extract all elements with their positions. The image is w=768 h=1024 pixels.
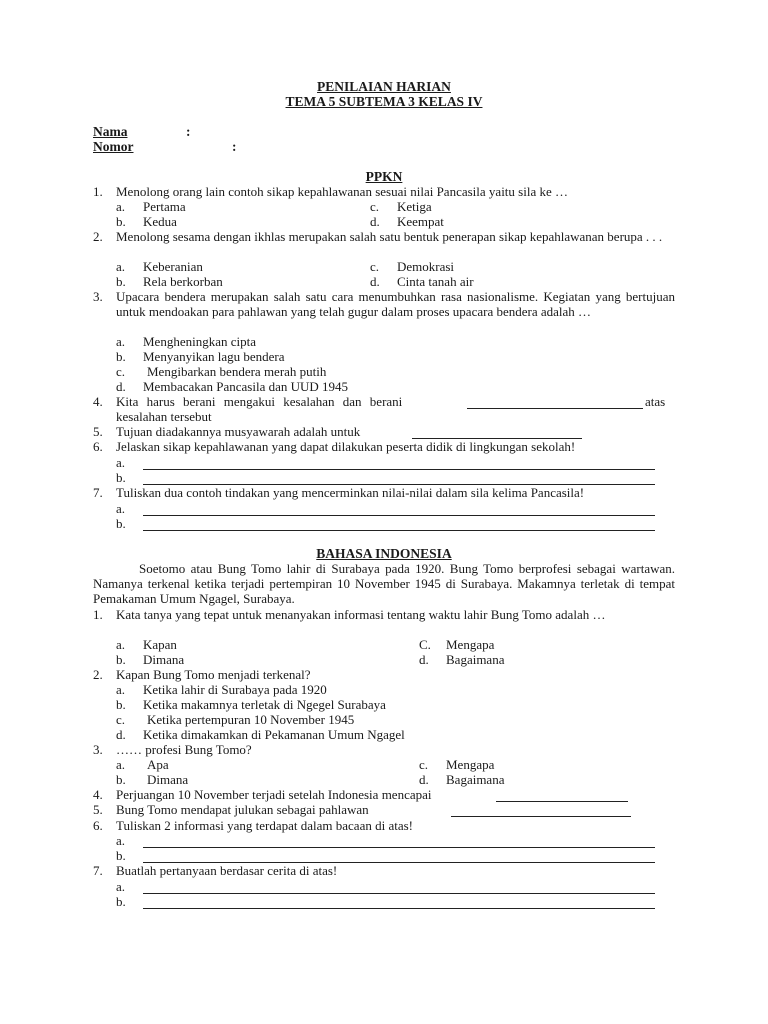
reading-passage: Soetomo atau Bung Tomo lahir di Surabaya pada 1920. Bung Tomo berprofesi sebagai wartawan. Namanya terkenal ketika terjadi pertempiran 10 November 1945 di Surabaya. Makamnya terletak di tempat Pemakaman Umum Ngagel, Surabaya. xyxy=(93,561,675,606)
answer-line-a[interactable] xyxy=(143,469,655,470)
question-text: Menolong orang lain contoh sikap kepahlawanan sesuai nilai Pancasila yaitu sila ke … xyxy=(116,184,568,199)
answer-line-a[interactable] xyxy=(143,515,655,516)
nama-row xyxy=(93,124,191,139)
question-number: 1. xyxy=(93,607,103,622)
question-text-end: atas xyxy=(645,394,666,409)
question-text: Upacara bendera merupakan salah satu cara menumbuhkan rasa nasionalisme. Kegiatan yang bertujuan untuk mendoakan para pahlawan yang telah gugur dalam proses upacara bendera adalah … xyxy=(116,289,675,319)
question-text: Menolong sesama dengan ikhlas merupakan salah satu bentuk penerapan sikap kepahlawanan berupa . . . xyxy=(116,229,663,244)
question-text: Jelaskan sikap kepahlawanan yang dapat dilakukan peserta didik di lingkungan sekolah! xyxy=(116,439,576,454)
question-number: 6. xyxy=(93,439,103,454)
page-subtitle: TEMA 5 SUBTEMA 3 KELAS IV xyxy=(285,94,483,109)
question-number: 5. xyxy=(93,424,103,439)
question-text: Tuliskan 2 informasi yang terdapat dalam bacaan di atas! xyxy=(116,818,413,833)
question-number: 5. xyxy=(93,802,103,817)
question-text: Buatlah pertanyaan berdasar cerita di atas! xyxy=(116,863,338,878)
question-text: Tujuan diadakannya musyawarah adalah untuk xyxy=(116,424,361,439)
bahasa-question-1 xyxy=(93,607,675,622)
answer-blank[interactable] xyxy=(467,408,643,409)
section-heading-ppkn: PPKN xyxy=(365,169,403,184)
bahasa-question-3 xyxy=(93,742,675,757)
page-title: PENILAIAN HARIAN xyxy=(317,79,451,94)
nomor-label: Nomor xyxy=(93,139,134,154)
answer-blank[interactable] xyxy=(451,816,631,817)
question-number: 2. xyxy=(93,229,103,244)
bahasa-question-7 xyxy=(93,863,675,878)
question-text: Bung Tomo mendapat julukan sebagai pahlawan xyxy=(116,802,369,817)
answer-blank[interactable] xyxy=(496,801,628,802)
ppkn-question-1 xyxy=(93,184,675,199)
question-text: Kata tanya yang tepat untuk menanyakan informasi tentang waktu lahir Bung Tomo adalah … xyxy=(116,607,606,622)
question-text-cont: kesalahan tersebut xyxy=(116,409,212,424)
question-number: 3. xyxy=(93,289,103,304)
answer-line-a[interactable] xyxy=(143,847,655,848)
bahasa-question-6 xyxy=(93,818,675,833)
worksheet-page: PENILAIAN HARIAN TEMA 5 SUBTEMA 3 KELAS IV Nama : Nomor : PPKN 1. Menolong orang lain contoh sikap kepahlawanan sesuai nilai Pancasila yaitu sila ke … a. Pertama b. Kedua c. Ketiga d. Keempat 2. Menolong sesama dengan ikhlas merupakan salah satu bentuk penerapan sikap kepahlawanan berupa . . . a. Keberanian b. Rela berkorban c. Demokrasi d. Cinta tanah air 3. Upacara bendera merupakan salah satu cara menumbuhkan rasa nasionalisme. Kegiatan yang bertujuan untuk mendoakan para pahlawan yang telah gugur dalam proses upacara bendera adalah … a. Mengheningkan cipta b. Menyanyikan lagu bendera c. Mengibarkan bendera merah putih d. Membacakan Pancasila dan UUD 1945 4. Kita harus berani mengakui kesalahan dan berani atas kesalahan tersebut 5. Tujuan diadakannya musyawarah adalah untuk 6. Jelaskan sikap kepahlawanan yang dapat dilakukan peserta didik di lingkungan sekolah! a. b. 7. Tuliskan dua contoh tindakan yang mencerminkan nilai-nilai dalam sila kelima Pancasila! a. b. BAHASA INDONESIA Soetomo atau Bung Tomo lahir di Surabaya pada 1920. Bung Tomo berprofesi sebagai wartawan. Namanya terkenal ketika terjadi pertempiran 10 November 1945 di Surabaya. Makamnya terletak di tempat Pemakaman Umum Ngagel, Surabaya. 1. Kata tanya yang tepat untuk menanyakan informasi tentang waktu lahir Bung Tomo adalah … a. Kapan b. Dimana C. Mengapa d. Bagaimana 2. Kapan Bung Tomo menjadi terkenal? a. Ketika lahir di Surabaya pada 1920 b. Ketika makamnya terletak di Ngegel Surabaya c. Ketika pertempuran 10 November 1945 d. Ketika dimakamkan di Pekamanan Umum Ngagel 3. …… profesi Bung Tomo? a. Apa b. Dimana c. Mengapa d. Bagaimana 4. Perjuangan 10 November terjadi setelah Indonesia mencapai 5. Bung Tomo mendapat julukan sebagai pahlawan 6. Tuliskan 2 informasi yang terdapat dalam bacaan di atas! a. b. 7. Buatlah pertanyaan berdasar cerita di atas! a. b. xyxy=(0,0,768,1024)
ppkn-question-2 xyxy=(93,229,675,244)
question-text: Perjuangan 10 November terjadi setelah Indonesia mencapai xyxy=(116,787,432,802)
ppkn-question-3 xyxy=(93,289,675,319)
question-number: 3. xyxy=(93,742,103,757)
question-number: 4. xyxy=(93,394,103,409)
question-text: Kapan Bung Tomo menjadi terkenal? xyxy=(116,667,311,682)
ppkn-question-6 xyxy=(93,439,675,454)
question-number: 4. xyxy=(93,787,103,802)
question-number: 7. xyxy=(93,485,103,500)
ppkn-question-7 xyxy=(93,485,675,500)
question-number: 2. xyxy=(93,667,103,682)
answer-line-b[interactable] xyxy=(143,908,655,909)
nomor-row xyxy=(93,139,237,154)
nomor-colon: : xyxy=(232,139,237,154)
question-text: …… profesi Bung Tomo? xyxy=(116,742,252,757)
question-text: Kita harus berani mengakui kesalahan dan berani xyxy=(116,394,403,409)
answer-line-b[interactable] xyxy=(143,530,655,531)
question-number: 7. xyxy=(93,863,103,878)
nama-label: Nama xyxy=(93,124,128,139)
nama-colon: : xyxy=(186,124,191,139)
bahasa-question-2 xyxy=(93,667,675,682)
question-number: 6. xyxy=(93,818,103,833)
question-number: 1. xyxy=(93,184,103,199)
section-heading-bahasa: BAHASA INDONESIA xyxy=(316,546,452,561)
answer-line-a[interactable] xyxy=(143,893,655,894)
question-text: Tuliskan dua contoh tindakan yang mencerminkan nilai-nilai dalam sila kelima Pancasila! xyxy=(116,485,585,500)
